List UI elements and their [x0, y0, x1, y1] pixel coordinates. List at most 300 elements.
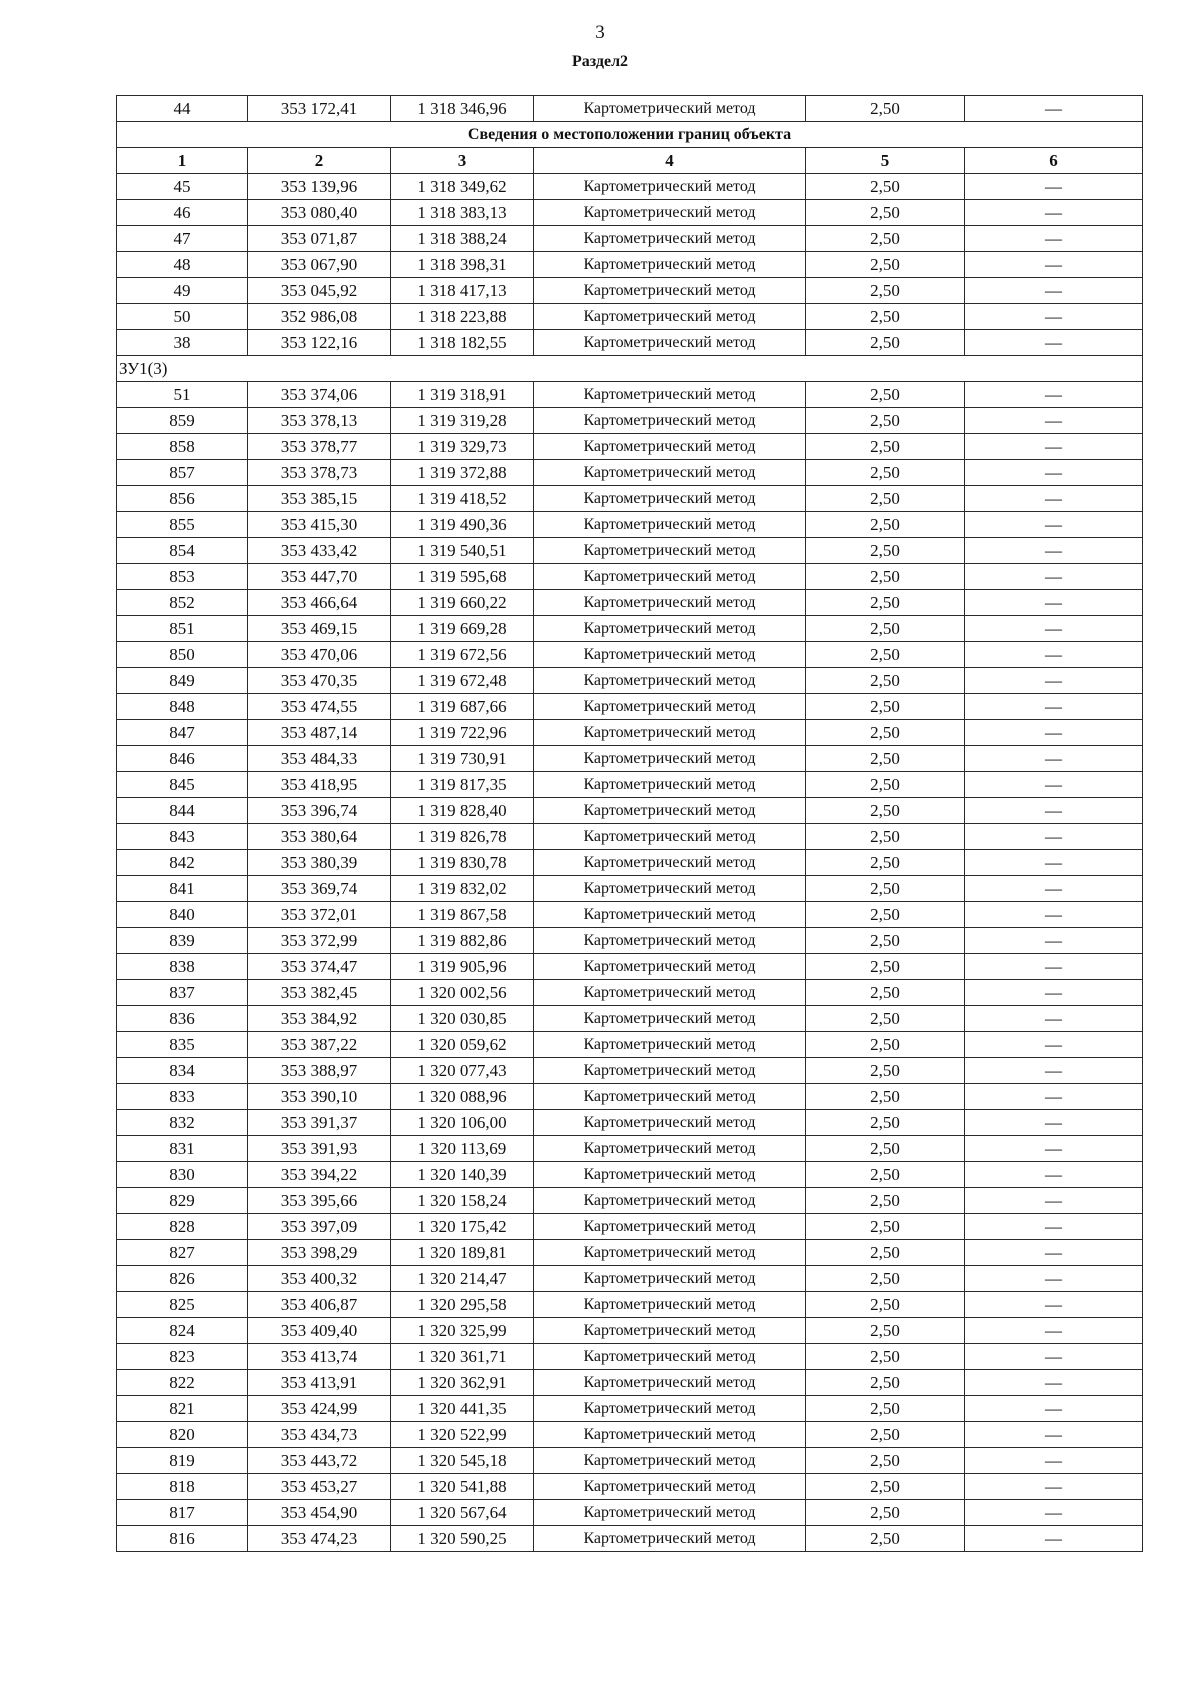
point-number: 848: [117, 694, 248, 720]
determination-method: Картометрический метод: [534, 1526, 806, 1552]
coordinate-y: 1 319 722,96: [391, 720, 534, 746]
determination-method: Картометрический метод: [534, 1188, 806, 1214]
coordinate-x: 353 372,99: [248, 928, 391, 954]
coordinate-y: 1 318 349,62: [391, 174, 534, 200]
description-value: —: [965, 278, 1143, 304]
table-row: [117, 538, 1143, 564]
determination-method: Картометрический метод: [534, 1214, 806, 1240]
determination-method: Картометрический метод: [534, 1370, 806, 1396]
point-number: 841: [117, 876, 248, 902]
description-value: —: [965, 564, 1143, 590]
coordinate-x: 353 433,42: [248, 538, 391, 564]
coordinate-y: 1 319 660,22: [391, 590, 534, 616]
table-heading-row: [117, 122, 1143, 148]
point-number: 845: [117, 772, 248, 798]
coordinate-x: 353 378,73: [248, 460, 391, 486]
description-value: —: [965, 1032, 1143, 1058]
point-number: 834: [117, 1058, 248, 1084]
accuracy-value: 2,50: [806, 694, 965, 720]
coordinate-y: 1 320 140,39: [391, 1162, 534, 1188]
coordinate-x: 353 418,95: [248, 772, 391, 798]
coordinate-x: 353 071,87: [248, 226, 391, 252]
coordinate-x: 353 394,22: [248, 1162, 391, 1188]
point-number: 50: [117, 304, 248, 330]
description-value: —: [965, 1214, 1143, 1240]
description-value: —: [965, 1474, 1143, 1500]
coordinate-y: 1 320 567,64: [391, 1500, 534, 1526]
coordinate-y: 1 319 329,73: [391, 434, 534, 460]
determination-method: Картометрический метод: [534, 1110, 806, 1136]
description-value: —: [965, 1396, 1143, 1422]
coordinate-x: 353 470,35: [248, 668, 391, 694]
point-number: 853: [117, 564, 248, 590]
accuracy-value: 2,50: [806, 1474, 965, 1500]
coordinate-x: 353 454,90: [248, 1500, 391, 1526]
description-value: —: [965, 850, 1143, 876]
coordinate-x: 353 466,64: [248, 590, 391, 616]
table-row: [117, 1474, 1143, 1500]
table-row: [117, 1084, 1143, 1110]
accuracy-value: 2,50: [806, 1162, 965, 1188]
coordinate-y: 1 320 088,96: [391, 1084, 534, 1110]
table-row: [117, 668, 1143, 694]
point-number: 855: [117, 512, 248, 538]
accuracy-value: 2,50: [806, 460, 965, 486]
description-value: —: [965, 1058, 1143, 1084]
accuracy-value: 2,50: [806, 96, 965, 122]
point-number: 844: [117, 798, 248, 824]
table-row: [117, 200, 1143, 226]
description-value: —: [965, 668, 1143, 694]
description-value: —: [965, 772, 1143, 798]
section-title: Раздел2: [571, 53, 629, 70]
table-row: [117, 96, 1143, 122]
point-number: 826: [117, 1266, 248, 1292]
point-number: 823: [117, 1344, 248, 1370]
description-value: —: [965, 1084, 1143, 1110]
description-value: —: [965, 1240, 1143, 1266]
accuracy-value: 2,50: [806, 252, 965, 278]
determination-method: Картометрический метод: [534, 1136, 806, 1162]
coordinate-y: 1 320 158,24: [391, 1188, 534, 1214]
point-number: 835: [117, 1032, 248, 1058]
description-value: —: [965, 434, 1143, 460]
point-number: 852: [117, 590, 248, 616]
coordinate-y: 1 319 595,68: [391, 564, 534, 590]
determination-method: Картометрический метод: [534, 278, 806, 304]
accuracy-value: 2,50: [806, 1136, 965, 1162]
point-number: 46: [117, 200, 248, 226]
description-value: —: [965, 616, 1143, 642]
coordinate-x: 352 986,08: [248, 304, 391, 330]
point-number: 831: [117, 1136, 248, 1162]
coordinate-x: 353 382,45: [248, 980, 391, 1006]
description-value: —: [965, 226, 1143, 252]
coordinate-y: 1 320 295,58: [391, 1292, 534, 1318]
point-number: 856: [117, 486, 248, 512]
determination-method: Картометрический метод: [534, 1006, 806, 1032]
accuracy-value: 2,50: [806, 1448, 965, 1474]
table-row: [117, 330, 1143, 356]
table-row: [117, 1188, 1143, 1214]
point-number: 842: [117, 850, 248, 876]
coordinate-x: 353 384,92: [248, 1006, 391, 1032]
coordinate-y: 1 319 319,28: [391, 408, 534, 434]
point-number: 818: [117, 1474, 248, 1500]
determination-method: Картометрический метод: [534, 174, 806, 200]
table-row: [117, 824, 1143, 850]
accuracy-value: 2,50: [806, 850, 965, 876]
point-number: 847: [117, 720, 248, 746]
table-row: [117, 720, 1143, 746]
determination-method: Картометрический метод: [534, 226, 806, 252]
point-number: 849: [117, 668, 248, 694]
accuracy-value: 2,50: [806, 1266, 965, 1292]
point-number: 51: [117, 382, 248, 408]
coordinate-x: 353 080,40: [248, 200, 391, 226]
coordinate-y: 1 319 867,58: [391, 902, 534, 928]
coordinate-x: 353 409,40: [248, 1318, 391, 1344]
coordinate-x: 353 487,14: [248, 720, 391, 746]
coordinate-x: 353 413,91: [248, 1370, 391, 1396]
coordinate-y: 1 320 189,81: [391, 1240, 534, 1266]
accuracy-value: 2,50: [806, 902, 965, 928]
coordinate-x: 353 415,30: [248, 512, 391, 538]
coordinate-y: 1 318 346,96: [391, 96, 534, 122]
determination-method: Картометрический метод: [534, 850, 806, 876]
determination-method: Картометрический метод: [534, 1084, 806, 1110]
table-row: [117, 616, 1143, 642]
description-value: —: [965, 720, 1143, 746]
coordinate-y: 1 319 826,78: [391, 824, 534, 850]
coordinate-y: 1 319 418,52: [391, 486, 534, 512]
table-row: [117, 1240, 1143, 1266]
point-number: 820: [117, 1422, 248, 1448]
coordinate-y: 1 320 214,47: [391, 1266, 534, 1292]
table-row: [117, 460, 1143, 486]
coordinate-x: 353 474,23: [248, 1526, 391, 1552]
coordinate-x: 353 388,97: [248, 1058, 391, 1084]
coordinate-y: 1 319 540,51: [391, 538, 534, 564]
accuracy-value: 2,50: [806, 616, 965, 642]
table-row: [117, 226, 1143, 252]
group-label: ЗУ1(3): [117, 356, 1143, 382]
table-row: [117, 642, 1143, 668]
point-number: 854: [117, 538, 248, 564]
coordinate-y: 1 320 113,69: [391, 1136, 534, 1162]
description-value: —: [965, 694, 1143, 720]
point-number: 857: [117, 460, 248, 486]
point-number: 858: [117, 434, 248, 460]
coordinate-y: 1 320 175,42: [391, 1214, 534, 1240]
determination-method: Картометрический метод: [534, 1344, 806, 1370]
table-row: [117, 174, 1143, 200]
description-value: —: [965, 304, 1143, 330]
table-row: [117, 1318, 1143, 1344]
point-number: 816: [117, 1526, 248, 1552]
table-row: [117, 408, 1143, 434]
point-number: 824: [117, 1318, 248, 1344]
table-row: [117, 1370, 1143, 1396]
accuracy-value: 2,50: [806, 512, 965, 538]
accuracy-value: 2,50: [806, 1370, 965, 1396]
accuracy-value: 2,50: [806, 720, 965, 746]
description-value: —: [965, 1448, 1143, 1474]
determination-method: Картометрический метод: [534, 616, 806, 642]
column-numbers-row: [117, 148, 1143, 174]
point-number: 836: [117, 1006, 248, 1032]
column-number: 3: [391, 148, 534, 174]
description-value: —: [965, 1370, 1143, 1396]
coordinate-x: 353 378,13: [248, 408, 391, 434]
point-number: 819: [117, 1448, 248, 1474]
table-row: [117, 928, 1143, 954]
coordinate-x: 353 424,99: [248, 1396, 391, 1422]
table-row: [117, 954, 1143, 980]
description-value: —: [965, 1188, 1143, 1214]
coordinate-x: 353 122,16: [248, 330, 391, 356]
determination-method: Картометрический метод: [534, 902, 806, 928]
table-row: [117, 902, 1143, 928]
coordinate-x: 353 374,47: [248, 954, 391, 980]
point-number: 45: [117, 174, 248, 200]
accuracy-value: 2,50: [806, 954, 965, 980]
point-number: 838: [117, 954, 248, 980]
coordinate-x: 353 390,10: [248, 1084, 391, 1110]
point-number: 829: [117, 1188, 248, 1214]
coordinate-x: 353 391,93: [248, 1136, 391, 1162]
description-value: —: [965, 824, 1143, 850]
description-value: —: [965, 1266, 1143, 1292]
table-row: [117, 512, 1143, 538]
accuracy-value: 2,50: [806, 330, 965, 356]
accuracy-value: 2,50: [806, 382, 965, 408]
coordinate-y: 1 319 882,86: [391, 928, 534, 954]
description-value: —: [965, 408, 1143, 434]
coordinate-x: 353 380,64: [248, 824, 391, 850]
determination-method: Картометрический метод: [534, 200, 806, 226]
description-value: —: [965, 174, 1143, 200]
description-value: —: [965, 1292, 1143, 1318]
point-number: 48: [117, 252, 248, 278]
table-row: [117, 304, 1143, 330]
accuracy-value: 2,50: [806, 1006, 965, 1032]
column-number: 6: [965, 148, 1143, 174]
coordinate-x: 353 045,92: [248, 278, 391, 304]
coordinate-x: 353 484,33: [248, 746, 391, 772]
coordinate-y: 1 320 077,43: [391, 1058, 534, 1084]
point-number: 840: [117, 902, 248, 928]
coordinate-y: 1 318 398,31: [391, 252, 534, 278]
accuracy-value: 2,50: [806, 772, 965, 798]
column-number: 2: [248, 148, 391, 174]
coordinate-y: 1 320 541,88: [391, 1474, 534, 1500]
accuracy-value: 2,50: [806, 408, 965, 434]
description-value: —: [965, 96, 1143, 122]
coordinate-y: 1 320 030,85: [391, 1006, 534, 1032]
determination-method: Картометрический метод: [534, 1240, 806, 1266]
point-number: 44: [117, 96, 248, 122]
coordinate-y: 1 318 417,13: [391, 278, 534, 304]
table-row: [117, 746, 1143, 772]
description-value: —: [965, 460, 1143, 486]
coordinate-x: 353 385,15: [248, 486, 391, 512]
accuracy-value: 2,50: [806, 1240, 965, 1266]
accuracy-value: 2,50: [806, 1344, 965, 1370]
description-value: —: [965, 1136, 1143, 1162]
table-row: [117, 1266, 1143, 1292]
description-value: —: [965, 798, 1143, 824]
point-number: 38: [117, 330, 248, 356]
coordinate-x: 353 398,29: [248, 1240, 391, 1266]
accuracy-value: 2,50: [806, 798, 965, 824]
coordinate-x: 353 372,01: [248, 902, 391, 928]
description-value: —: [965, 1422, 1143, 1448]
coordinate-x: 353 369,74: [248, 876, 391, 902]
point-number: 833: [117, 1084, 248, 1110]
coordinate-y: 1 320 059,62: [391, 1032, 534, 1058]
determination-method: Картометрический метод: [534, 746, 806, 772]
point-number: 830: [117, 1162, 248, 1188]
determination-method: Картометрический метод: [534, 1318, 806, 1344]
determination-method: Картометрический метод: [534, 330, 806, 356]
determination-method: Картометрический метод: [534, 1162, 806, 1188]
coordinate-x: 353 395,66: [248, 1188, 391, 1214]
accuracy-value: 2,50: [806, 174, 965, 200]
coordinate-y: 1 320 441,35: [391, 1396, 534, 1422]
table-row: [117, 1292, 1143, 1318]
accuracy-value: 2,50: [806, 200, 965, 226]
coordinate-x: 353 469,15: [248, 616, 391, 642]
point-number: 828: [117, 1214, 248, 1240]
coordinate-x: 353 380,39: [248, 850, 391, 876]
description-value: —: [965, 1318, 1143, 1344]
coordinate-x: 353 413,74: [248, 1344, 391, 1370]
accuracy-value: 2,50: [806, 538, 965, 564]
coordinate-y: 1 319 672,56: [391, 642, 534, 668]
determination-method: Картометрический метод: [534, 1058, 806, 1084]
coordinate-y: 1 320 002,56: [391, 980, 534, 1006]
determination-method: Картометрический метод: [534, 876, 806, 902]
coordinate-x: 353 067,90: [248, 252, 391, 278]
determination-method: Картометрический метод: [534, 564, 806, 590]
determination-method: Картометрический метод: [534, 590, 806, 616]
description-value: —: [965, 590, 1143, 616]
accuracy-value: 2,50: [806, 278, 965, 304]
description-value: —: [965, 1006, 1143, 1032]
table-row: [117, 590, 1143, 616]
table-row: [117, 434, 1143, 460]
determination-method: Картометрический метод: [534, 382, 806, 408]
accuracy-value: 2,50: [806, 1500, 965, 1526]
coordinate-y: 1 319 905,96: [391, 954, 534, 980]
determination-method: Картометрический метод: [534, 928, 806, 954]
table-row: [117, 1136, 1143, 1162]
point-number: 827: [117, 1240, 248, 1266]
accuracy-value: 2,50: [806, 1058, 965, 1084]
coordinate-y: 1 319 669,28: [391, 616, 534, 642]
table-row: [117, 564, 1143, 590]
coordinate-y: 1 320 106,00: [391, 1110, 534, 1136]
coordinate-x: 353 443,72: [248, 1448, 391, 1474]
table-row: [117, 1214, 1143, 1240]
description-value: —: [965, 642, 1143, 668]
point-number: 846: [117, 746, 248, 772]
accuracy-value: 2,50: [806, 928, 965, 954]
accuracy-value: 2,50: [806, 1188, 965, 1214]
coordinate-y: 1 319 687,66: [391, 694, 534, 720]
accuracy-value: 2,50: [806, 980, 965, 1006]
determination-method: Картометрический метод: [534, 980, 806, 1006]
description-value: —: [965, 1344, 1143, 1370]
column-number: 4: [534, 148, 806, 174]
description-value: —: [965, 252, 1143, 278]
point-number: 49: [117, 278, 248, 304]
determination-method: Картометрический метод: [534, 1500, 806, 1526]
coordinate-x: 353 400,32: [248, 1266, 391, 1292]
point-number: 817: [117, 1500, 248, 1526]
table-row: [117, 252, 1143, 278]
accuracy-value: 2,50: [806, 1422, 965, 1448]
description-value: —: [965, 1500, 1143, 1526]
coordinate-x: 353 139,96: [248, 174, 391, 200]
accuracy-value: 2,50: [806, 668, 965, 694]
coordinate-y: 1 318 223,88: [391, 304, 534, 330]
coordinate-y: 1 319 372,88: [391, 460, 534, 486]
table-row: [117, 1448, 1143, 1474]
group-label-row: [117, 356, 1143, 382]
determination-method: Картометрический метод: [534, 1292, 806, 1318]
accuracy-value: 2,50: [806, 1084, 965, 1110]
accuracy-value: 2,50: [806, 486, 965, 512]
determination-method: Картометрический метод: [534, 408, 806, 434]
table-row: [117, 1110, 1143, 1136]
coordinate-y: 1 320 362,91: [391, 1370, 534, 1396]
column-number: 5: [806, 148, 965, 174]
description-value: —: [965, 1110, 1143, 1136]
table-row: [117, 486, 1143, 512]
coordinate-x: 353 453,27: [248, 1474, 391, 1500]
coordinate-x: 353 172,41: [248, 96, 391, 122]
determination-method: Картометрический метод: [534, 434, 806, 460]
coordinate-x: 353 470,06: [248, 642, 391, 668]
table-row: [117, 876, 1143, 902]
accuracy-value: 2,50: [806, 642, 965, 668]
page-number: 3: [595, 22, 605, 43]
description-value: —: [965, 902, 1143, 928]
coordinate-y: 1 319 828,40: [391, 798, 534, 824]
coordinate-y: 1 320 590,25: [391, 1526, 534, 1552]
accuracy-value: 2,50: [806, 564, 965, 590]
point-number: 821: [117, 1396, 248, 1422]
description-value: —: [965, 954, 1143, 980]
description-value: —: [965, 486, 1143, 512]
accuracy-value: 2,50: [806, 1292, 965, 1318]
point-number: 837: [117, 980, 248, 1006]
boundary-coordinates-table: [116, 95, 1143, 1552]
table-row: [117, 798, 1143, 824]
determination-method: Картометрический метод: [534, 824, 806, 850]
table-row: [117, 772, 1143, 798]
coordinate-y: 1 319 832,02: [391, 876, 534, 902]
description-value: —: [965, 538, 1143, 564]
table-row: [117, 1396, 1143, 1422]
coordinate-x: 353 397,09: [248, 1214, 391, 1240]
table-body: [117, 96, 1143, 1552]
determination-method: Картометрический метод: [534, 96, 806, 122]
description-value: —: [965, 512, 1143, 538]
determination-method: Картометрический метод: [534, 1448, 806, 1474]
